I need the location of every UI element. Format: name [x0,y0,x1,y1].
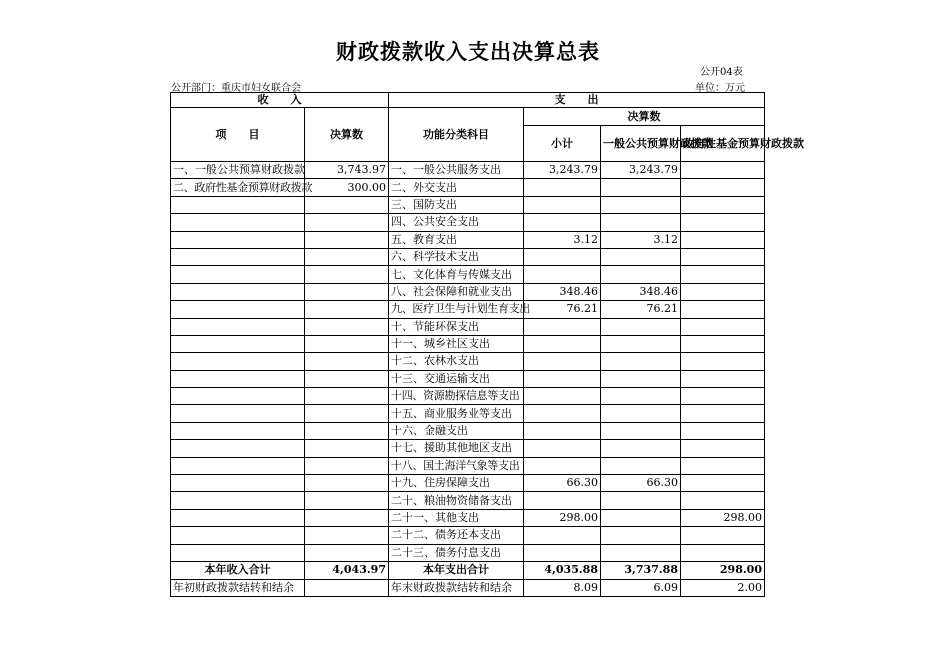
table-row [171,405,765,422]
expense-gov-fund [681,370,765,387]
expense-general-budget: 3.12 [601,231,681,248]
expense-gov-fund [681,440,765,457]
expense-subtotal [524,318,601,335]
income-amount [305,527,389,544]
income-item [171,422,305,439]
income-amount [305,335,389,352]
expense-general-budget: 76.21 [601,301,681,318]
income-amount [305,301,389,318]
income-item [171,266,305,283]
income-amount [305,283,389,300]
income-amount [305,231,389,248]
table-row [171,301,765,318]
gov-fund-header: 政府性基金预算财政拨款 [681,126,765,162]
expense-gov-fund [681,214,765,231]
income-amount [305,318,389,335]
expense-subtotal [524,440,601,457]
expense-subtotal [524,492,601,509]
income-amount [305,388,389,405]
expense-item: 十七、援助其他地区支出 [389,440,524,457]
expense-general-budget [601,440,681,457]
expense-general-budget [601,509,681,526]
expense-general-budget [601,457,681,474]
expense-subtotal [524,266,601,283]
income-carryover-amount [305,579,389,596]
expense-general-budget [601,492,681,509]
income-item [171,196,305,213]
expense-gov-fund [681,196,765,213]
income-item [171,248,305,265]
expense-item: 七、文化体育与传媒支出 [389,266,524,283]
final-amount-group-header: 决算数 [524,108,765,126]
expense-item: 二十三、债务付息支出 [389,544,524,561]
expense-general-budget [601,544,681,561]
expense-gov-fund [681,492,765,509]
expense-subtotal [524,544,601,561]
expense-subtotal [524,388,601,405]
expense-subtotal [524,179,601,196]
expense-general-budget [601,388,681,405]
expense-carryover-subtotal: 8.09 [524,579,601,596]
income-header: 收 入 [171,93,389,108]
expense-gov-fund [681,475,765,492]
expense-gov-fund [681,335,765,352]
income-item [171,370,305,387]
table-row [171,231,765,248]
table-row [171,318,765,335]
income-item [171,457,305,474]
expense-gov-fund [681,422,765,439]
income-amount: 300.00 [305,179,389,196]
expense-item: 十五、商业服务业等支出 [389,405,524,422]
table-row [171,475,765,492]
expense-total-label: 本年支出合计 [389,561,524,579]
income-amount [305,509,389,526]
expense-item: 九、医疗卫生与计划生育支出 [389,301,524,318]
income-amount [305,405,389,422]
income-total-amount: 4,043.97 [305,561,389,579]
income-total-label: 本年收入合计 [171,561,305,579]
expense-item: 三、国防支出 [389,196,524,213]
expense-gov-fund [681,283,765,300]
expense-general-budget [601,248,681,265]
income-amount [305,266,389,283]
income-item [171,283,305,300]
expense-carryover-general-budget: 6.09 [601,579,681,596]
expense-general-budget [601,422,681,439]
table-row [171,179,765,196]
expense-gov-fund [681,162,765,179]
table-row [171,422,765,439]
income-item: 二、政府性基金预算财政拨款 [171,179,305,196]
expense-subtotal: 298.00 [524,509,601,526]
table-row [171,370,765,387]
expense-carryover-label: 年末财政拨款结转和结余 [389,579,524,596]
expense-gov-fund [681,353,765,370]
func-class-header: 功能分类科目 [389,108,524,162]
expense-gov-fund [681,266,765,283]
expense-general-budget: 3,243.79 [601,162,681,179]
expense-carryover-gov-fund: 2.00 [681,579,765,596]
table-row [171,162,765,179]
unit-label: 单位：万元 [695,83,745,94]
income-carryover-label: 年初财政拨款结转和结余 [171,579,305,596]
income-item [171,527,305,544]
expense-subtotal [524,214,601,231]
table-row [171,283,765,300]
subtotal-header: 小计 [524,126,601,162]
table-row [171,353,765,370]
expense-subtotal: 348.46 [524,283,601,300]
expense-item: 十三、交通运输支出 [389,370,524,387]
expense-gov-fund [681,248,765,265]
income-item [171,492,305,509]
expense-item: 五、教育支出 [389,231,524,248]
income-amount [305,248,389,265]
expense-item: 十四、资源勘探信息等支出 [389,388,524,405]
income-amount [305,440,389,457]
expense-subtotal [524,405,601,422]
expense-subtotal [524,422,601,439]
income-amount [305,422,389,439]
expense-gov-fund: 298.00 [681,509,765,526]
income-item [171,544,305,561]
expense-general-budget [601,196,681,213]
income-amount [305,475,389,492]
table-row [171,214,765,231]
expense-total-subtotal: 4,035.88 [524,561,601,579]
income-amount [305,370,389,387]
expense-item: 十二、农林水支出 [389,353,524,370]
expense-subtotal: 3.12 [524,231,601,248]
expense-general-budget [601,318,681,335]
expense-gov-fund [681,388,765,405]
expense-general-budget [601,527,681,544]
income-item [171,335,305,352]
expense-item: 十九、住房保障支出 [389,475,524,492]
income-amount [305,457,389,474]
form-code: 公开04表 [700,67,743,78]
table-row [171,509,765,526]
income-item [171,475,305,492]
income-amount [305,492,389,509]
expense-header: 支 出 [389,93,765,108]
expense-subtotal: 76.21 [524,301,601,318]
income-item [171,353,305,370]
expense-general-budget [601,266,681,283]
expense-general-budget [601,214,681,231]
table-row [171,492,765,509]
table-row [171,440,765,457]
department-label: 公开部门：重庆市妇女联合会 [171,83,301,94]
expense-subtotal [524,335,601,352]
expense-item: 二十、粮油物资储备支出 [389,492,524,509]
income-item [171,231,305,248]
income-item [171,405,305,422]
income-item [171,440,305,457]
expense-subtotal: 3,243.79 [524,162,601,179]
income-amount [305,544,389,561]
expense-item: 一、一般公共服务支出 [389,162,524,179]
budget-table [170,92,804,597]
header-row-2 [171,108,765,126]
table-row [171,196,765,213]
expense-total-general-budget: 3,737.88 [601,561,681,579]
expense-gov-fund [681,231,765,248]
table-row [171,544,765,561]
expense-subtotal [524,527,601,544]
expense-gov-fund [681,544,765,561]
expense-item: 二十二、债务还本支出 [389,527,524,544]
table-row [171,335,765,352]
expense-subtotal [524,457,601,474]
item-header: 项 目 [171,108,305,162]
carryover-row [171,579,765,596]
expense-general-budget [601,370,681,387]
expense-item: 十六、金融支出 [389,422,524,439]
expense-gov-fund [681,527,765,544]
expense-general-budget [601,353,681,370]
expense-item: 十一、城乡社区支出 [389,335,524,352]
income-item [171,214,305,231]
general-budget-header: 一般公共预算财政拨款 [601,126,681,162]
expense-general-budget: 66.30 [601,475,681,492]
expense-general-budget [601,405,681,422]
expense-subtotal: 66.30 [524,475,601,492]
expense-subtotal [524,196,601,213]
expense-general-budget [601,335,681,352]
expense-total-gov-fund: 298.00 [681,561,765,579]
table-row [171,388,765,405]
expense-item: 二十一、其他支出 [389,509,524,526]
income-amount [305,196,389,213]
expense-gov-fund [681,405,765,422]
income-amount [305,214,389,231]
expense-item: 十、节能环保支出 [389,318,524,335]
expense-item: 八、社会保障和就业支出 [389,283,524,300]
expense-general-budget: 348.46 [601,283,681,300]
expense-item: 六、科学技术支出 [389,248,524,265]
expense-item: 四、公共安全支出 [389,214,524,231]
table-row [171,266,765,283]
expense-subtotal [524,248,601,265]
income-item [171,509,305,526]
income-item: 一、一般公共预算财政拨款 [171,162,305,179]
expense-item: 十八、国土海洋气象等支出 [389,457,524,474]
expense-gov-fund [681,301,765,318]
final-amount-header: 决算数 [305,108,389,162]
table-row [171,248,765,265]
expense-gov-fund [681,179,765,196]
table-row [171,527,765,544]
expense-subtotal [524,353,601,370]
table-row [171,457,765,474]
income-item [171,301,305,318]
income-item [171,318,305,335]
income-amount [305,353,389,370]
totals-row [171,561,765,579]
expense-item: 二、外交支出 [389,179,524,196]
income-item [171,388,305,405]
header-row-1 [171,93,765,108]
expense-general-budget [601,179,681,196]
page-title: 财政拨款收入支出决算总表 [336,39,600,64]
expense-gov-fund [681,318,765,335]
income-amount: 3,743.97 [305,162,389,179]
expense-subtotal [524,370,601,387]
expense-gov-fund [681,457,765,474]
